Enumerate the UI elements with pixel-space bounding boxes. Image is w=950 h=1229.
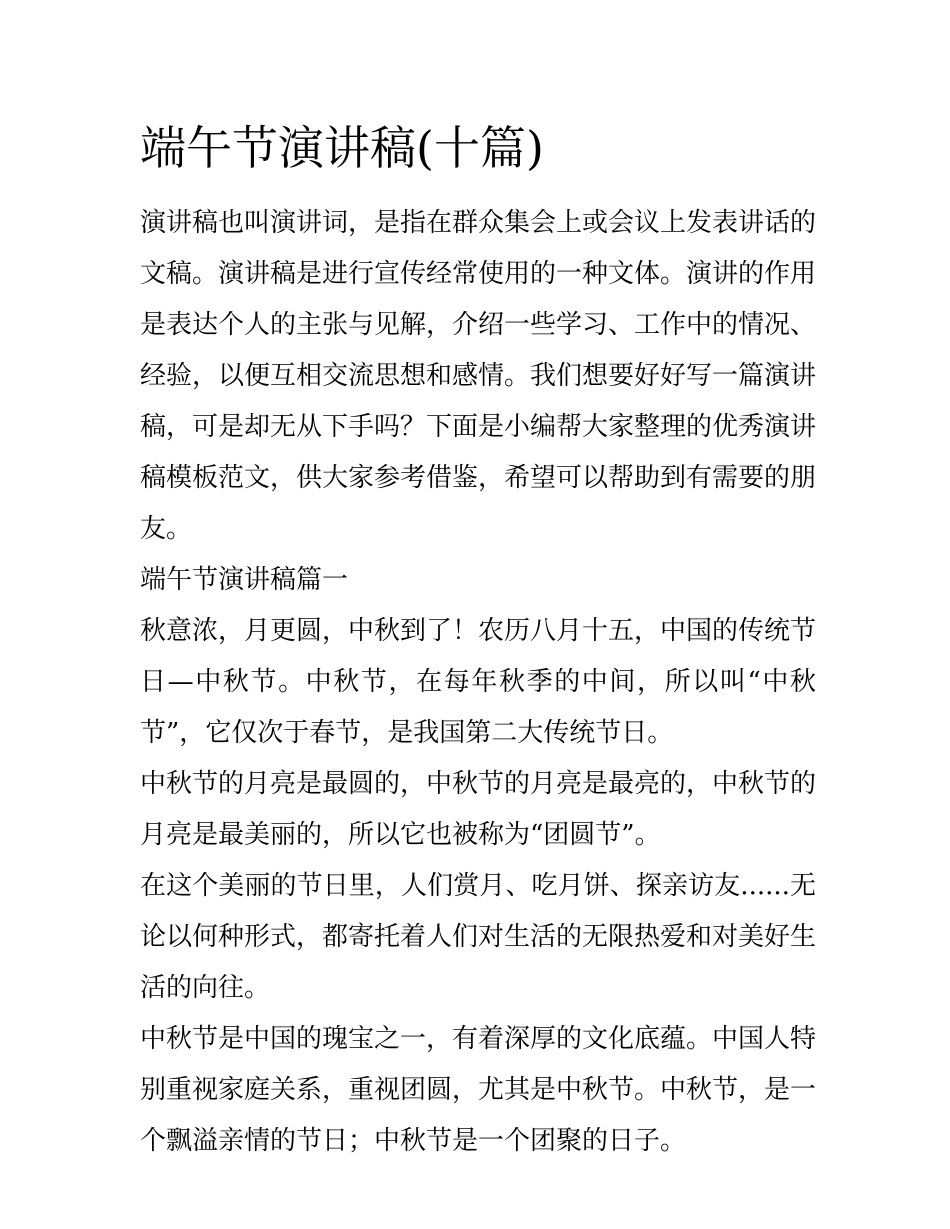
intro-paragraph: 演讲稿也叫演讲词，是指在群众集会上或会议上发表讲话的文稿。演讲稿是进行宣传经常使用的一种文体。演讲的作用是表达个人的主张与见解，介绍一些学习、工作中的情况、经验，以便互相交流思想和感情。我们想要好好写一篇演讲稿，可是却无从下手吗？下面是小编帮大家整理的优秀演讲稿模板范文，供大家参考借鉴，希望可以帮助到有需要的朋友。: [140, 208, 817, 544]
body-paragraph-2: 中秋节的月亮是最圆的，中秋节的月亮是最亮的，中秋节的月亮是最美丽的，所以它也被称为“团圆节”。: [140, 769, 817, 850]
body-paragraph-4: 中秋节是中国的瑰宝之一，有着深厚的文化底蕴。中国人特别重视家庭关系，重视团圆，尤其是中秋节。中秋节，是一个飘溢亲情的节日；中秋节是一个团聚的日子。: [140, 1024, 817, 1156]
document-body: [140, 198, 816, 1167]
section-heading: 端午节演讲稿篇一: [140, 565, 349, 595]
document-title: 端午节演讲稿(十篇): [140, 121, 544, 175]
body-paragraph-3: 在这个美丽的节日里，人们赏月、吃月饼、探亲访友......无论以何种形式，都寄托着人们对生活的无限热爱和对美好生活的向往。: [140, 871, 817, 1003]
body-paragraph-1: 秋意浓，月更圆，中秋到了！农历八月十五，中国的传统节日—中秋节。中秋节，在每年秋季的中间，所以叫“中秋节”，它仅次于春节，是我国第二大传统节日。: [140, 616, 817, 748]
